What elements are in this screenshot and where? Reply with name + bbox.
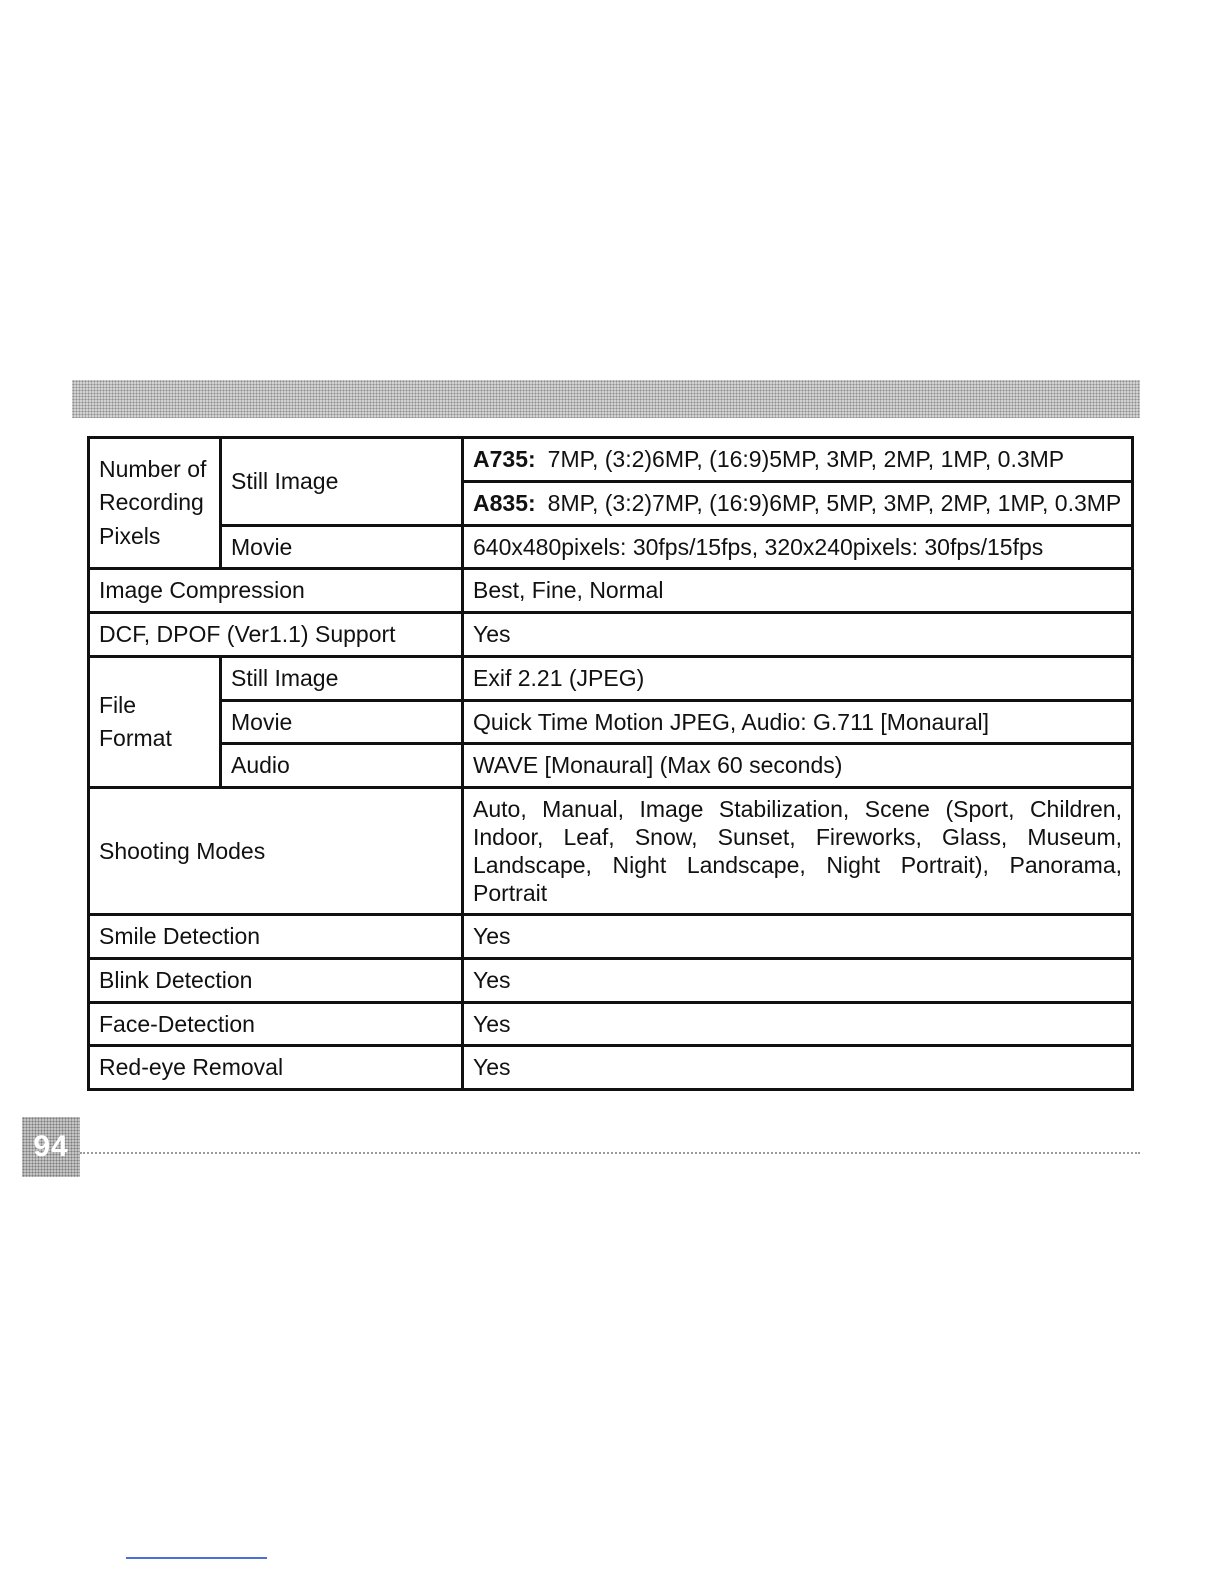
table-row: [89, 1002, 1133, 1046]
table-row: [89, 744, 1133, 788]
shooting-modes-label: Shooting Modes: [89, 788, 463, 915]
red-eye-removal-value: Yes: [463, 1046, 1133, 1090]
movie-pixels-value: 640x480pixels: 30fps/15fps, 320x240pixels: 30fps/15fps: [463, 525, 1133, 569]
a835-pixels-cell: [463, 481, 1133, 525]
file-movie-label: Movie: [221, 700, 463, 744]
file-still-image-label: Still Image: [221, 656, 463, 700]
blink-detection-label: Blink Detection: [89, 958, 463, 1002]
file-still-image-value: Exif 2.21 (JPEG): [463, 656, 1133, 700]
table-row: [89, 438, 1133, 482]
a735-value: 7MP, (3:2)6MP, (16:9)5MP, 3MP, 2MP, 1MP, 0.3MP: [547, 446, 1065, 472]
file-audio-label: Audio: [221, 744, 463, 788]
header-band: [72, 380, 1140, 418]
dcf-dpof-value: Yes: [463, 613, 1133, 657]
dcf-dpof-label: DCF, DPOF (Ver1.1) Support: [89, 613, 463, 657]
table-row: [89, 656, 1133, 700]
a835-tag: A835:: [473, 489, 536, 516]
a735-tag: A735:: [473, 446, 536, 472]
face-detection-value: Yes: [463, 1002, 1133, 1046]
a735-pixels-cell: [463, 438, 1133, 482]
still-image-label: Still Image: [221, 438, 463, 526]
image-compression-value: Best, Fine, Normal: [463, 569, 1133, 613]
smile-detection-value: Yes: [463, 915, 1133, 959]
image-compression-label: Image Compression: [89, 569, 463, 613]
recording-pixels-label: Number of Recording Pixels: [89, 438, 221, 569]
file-movie-value: Quick Time Motion JPEG, Audio: G.711 [Monaural]: [463, 700, 1133, 744]
shooting-modes-value: Auto, Manual, Image Stabilization, Scene (Sport, Children, Indoor, Leaf, Snow, Sunset, Fireworks, Glass, Museum, Landscape, Night Landscape, Night Portrait), Panorama, Portrait: [463, 788, 1133, 915]
red-eye-removal-label: Red-eye Removal: [89, 1046, 463, 1090]
footer-divider: [80, 1152, 1140, 1154]
table-row: [89, 958, 1133, 1002]
page-number: 94: [22, 1117, 80, 1177]
a835-value: 8MP, (3:2)7MP, (16:9)6MP, 5MP, 3MP, 2MP, 1MP, 0.3MP: [547, 489, 1122, 516]
file-format-label: File Format: [89, 656, 221, 787]
table-row: [89, 525, 1133, 569]
bottom-underline: [126, 1557, 267, 1559]
blink-detection-value: Yes: [463, 958, 1133, 1002]
table-row: [89, 915, 1133, 959]
spec-table: [87, 436, 1134, 1091]
table-row: [89, 788, 1133, 915]
movie-label: Movie: [221, 525, 463, 569]
file-audio-value: WAVE [Monaural] (Max 60 seconds): [463, 744, 1133, 788]
table-row: [89, 613, 1133, 657]
face-detection-label: Face-Detection: [89, 1002, 463, 1046]
table-row: [89, 700, 1133, 744]
table-row: [89, 1046, 1133, 1090]
table-row: [89, 569, 1133, 613]
smile-detection-label: Smile Detection: [89, 915, 463, 959]
